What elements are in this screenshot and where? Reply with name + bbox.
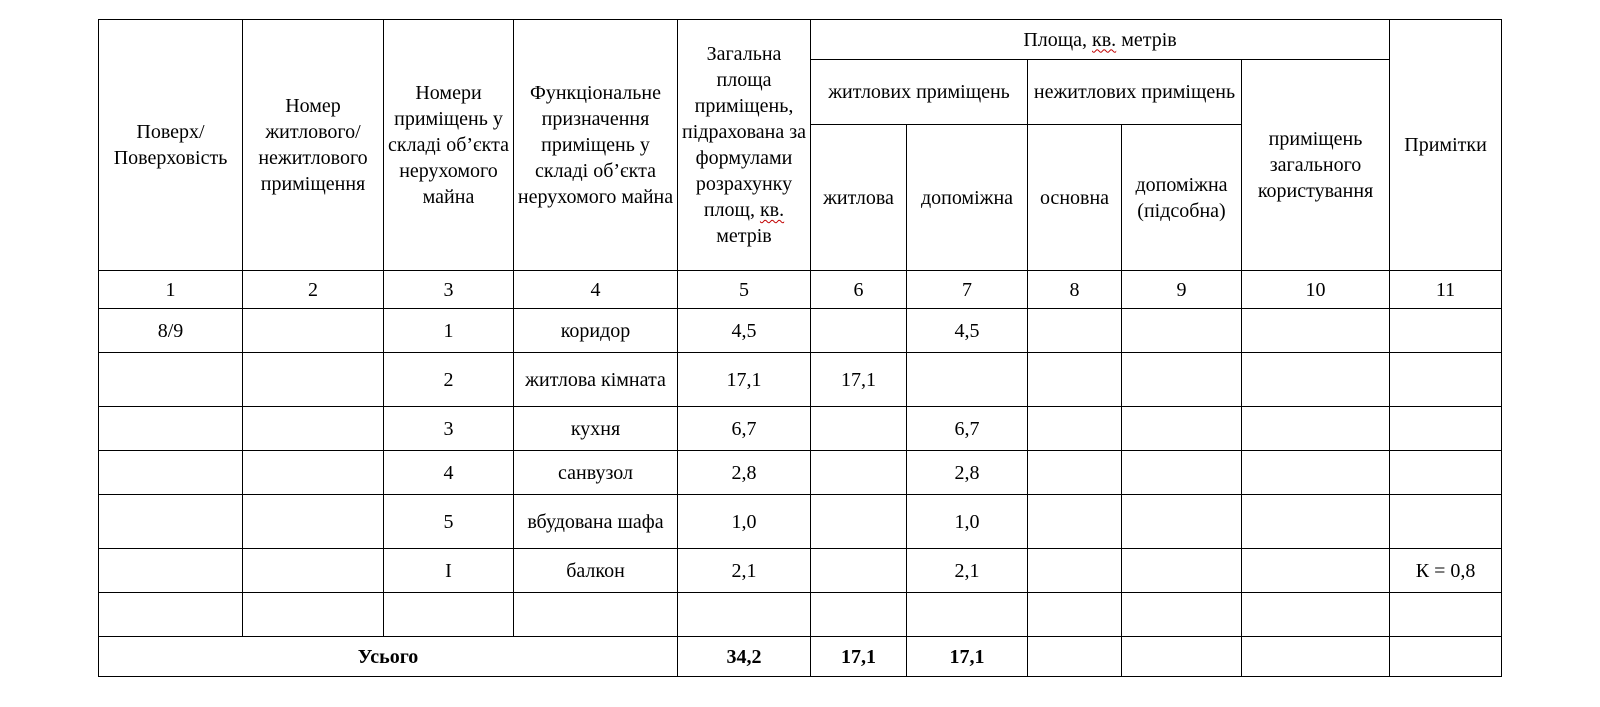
cell-auxiliary-utility (1122, 353, 1242, 407)
column-number: 1 (99, 271, 243, 309)
totals-auxiliary-utility (1122, 637, 1242, 677)
cell-auxiliary-utility (1122, 495, 1242, 549)
cell-common-use (1242, 593, 1390, 637)
cell-common-use (1242, 495, 1390, 549)
cell-auxiliary-utility (1122, 549, 1242, 593)
table-row (99, 407, 1502, 451)
cell-auxiliary-utility (1122, 407, 1242, 451)
table-row (99, 309, 1502, 353)
cell-living: 17,1 (811, 353, 907, 407)
column-number: 7 (907, 271, 1028, 309)
header-residential: житлових приміщень (811, 60, 1028, 125)
cell-living (811, 495, 907, 549)
header-floor: Поверх/ Поверховість (99, 20, 243, 271)
cell-auxiliary-utility (1122, 309, 1242, 353)
column-number: 11 (1390, 271, 1502, 309)
cell-main (1028, 593, 1122, 637)
cell-living (811, 309, 907, 353)
cell-auxiliary-utility (1122, 593, 1242, 637)
header-auxiliary-utility: допоміжна (підсобна) (1122, 125, 1242, 271)
column-number: 8 (1028, 271, 1122, 309)
cell-total-area (678, 593, 811, 637)
cell-auxiliary: 2,1 (907, 549, 1028, 593)
cell-function: санвузол (514, 451, 678, 495)
cell-room-number: 5 (384, 495, 514, 549)
cell-unit (243, 309, 384, 353)
cell-main (1028, 549, 1122, 593)
cell-total-area: 17,1 (678, 353, 811, 407)
cell-function: вбудована шафа (514, 495, 678, 549)
table-row (99, 593, 1502, 637)
cell-main (1028, 495, 1122, 549)
totals-row (99, 637, 1502, 677)
cell-floor (99, 549, 243, 593)
totals-auxiliary: 17,1 (907, 637, 1028, 677)
cell-unit (243, 407, 384, 451)
column-number: 2 (243, 271, 384, 309)
column-number: 4 (514, 271, 678, 309)
cell-room-number: 4 (384, 451, 514, 495)
cell-note (1390, 407, 1502, 451)
cell-common-use (1242, 549, 1390, 593)
header-auxiliary: допоміжна (907, 125, 1028, 271)
cell-room-number: 1 (384, 309, 514, 353)
totals-main (1028, 637, 1122, 677)
column-number: 3 (384, 271, 514, 309)
header-function: Функціональне призначення приміщень у складі об’єкта нерухомого майна (514, 20, 678, 271)
cell-common-use (1242, 309, 1390, 353)
cell-auxiliary: 4,5 (907, 309, 1028, 353)
cell-main (1028, 309, 1122, 353)
table-row (99, 451, 1502, 495)
column-number-row (99, 271, 1502, 309)
cell-floor: 8/9 (99, 309, 243, 353)
cell-total-area: 2,8 (678, 451, 811, 495)
table-row (99, 353, 1502, 407)
totals-note (1390, 637, 1502, 677)
cell-unit (243, 593, 384, 637)
cell-total-area: 6,7 (678, 407, 811, 451)
cell-note (1390, 451, 1502, 495)
cell-common-use (1242, 451, 1390, 495)
header-total-area: Загальна площа приміщень, підрахована за формулами розрахунку площ, кв. метрів (678, 20, 811, 271)
cell-auxiliary (907, 593, 1028, 637)
table-row (99, 549, 1502, 593)
totals-living: 17,1 (811, 637, 907, 677)
floor-area-table (98, 19, 1502, 677)
cell-room-number (384, 593, 514, 637)
cell-function: кухня (514, 407, 678, 451)
cell-note (1390, 593, 1502, 637)
cell-auxiliary-utility (1122, 451, 1242, 495)
column-number: 10 (1242, 271, 1390, 309)
cell-unit (243, 353, 384, 407)
cell-auxiliary: 2,8 (907, 451, 1028, 495)
cell-living (811, 549, 907, 593)
totals-label: Усього (99, 637, 678, 677)
cell-common-use (1242, 353, 1390, 407)
cell-common-use (1242, 407, 1390, 451)
cell-unit (243, 495, 384, 549)
header-unit-number: Номер житлового/ нежитлового приміщення (243, 20, 384, 271)
table-row (99, 495, 1502, 549)
header-notes: Примітки (1390, 20, 1502, 271)
cell-unit (243, 451, 384, 495)
cell-auxiliary: 6,7 (907, 407, 1028, 451)
cell-room-number: 3 (384, 407, 514, 451)
cell-total-area: 4,5 (678, 309, 811, 353)
totals-total-area: 34,2 (678, 637, 811, 677)
header-area-group: Площа, кв. метрів (811, 20, 1390, 60)
cell-unit (243, 549, 384, 593)
column-number: 6 (811, 271, 907, 309)
column-number: 9 (1122, 271, 1242, 309)
cell-living (811, 593, 907, 637)
cell-total-area: 1,0 (678, 495, 811, 549)
cell-function: балкон (514, 549, 678, 593)
header-common-use: приміщень загального користування (1242, 60, 1390, 271)
header-nonresidential: нежитлових приміщень (1028, 60, 1242, 125)
cell-floor (99, 353, 243, 407)
cell-note: К = 0,8 (1390, 549, 1502, 593)
cell-floor (99, 593, 243, 637)
cell-note (1390, 309, 1502, 353)
cell-main (1028, 407, 1122, 451)
cell-living (811, 407, 907, 451)
cell-function: коридор (514, 309, 678, 353)
header-living: житлова (811, 125, 907, 271)
column-number: 5 (678, 271, 811, 309)
header-main: основна (1028, 125, 1122, 271)
cell-floor (99, 451, 243, 495)
cell-note (1390, 353, 1502, 407)
cell-auxiliary: 1,0 (907, 495, 1028, 549)
cell-note (1390, 495, 1502, 549)
cell-living (811, 451, 907, 495)
cell-main (1028, 451, 1122, 495)
cell-room-number: 2 (384, 353, 514, 407)
cell-main (1028, 353, 1122, 407)
cell-function: житлова кімната (514, 353, 678, 407)
cell-floor (99, 495, 243, 549)
cell-room-number: I (384, 549, 514, 593)
cell-total-area: 2,1 (678, 549, 811, 593)
cell-function (514, 593, 678, 637)
totals-common-use (1242, 637, 1390, 677)
header-room-numbers: Номери приміщень у складі об’єкта нерухомого майна (384, 20, 514, 271)
cell-auxiliary (907, 353, 1028, 407)
cell-floor (99, 407, 243, 451)
